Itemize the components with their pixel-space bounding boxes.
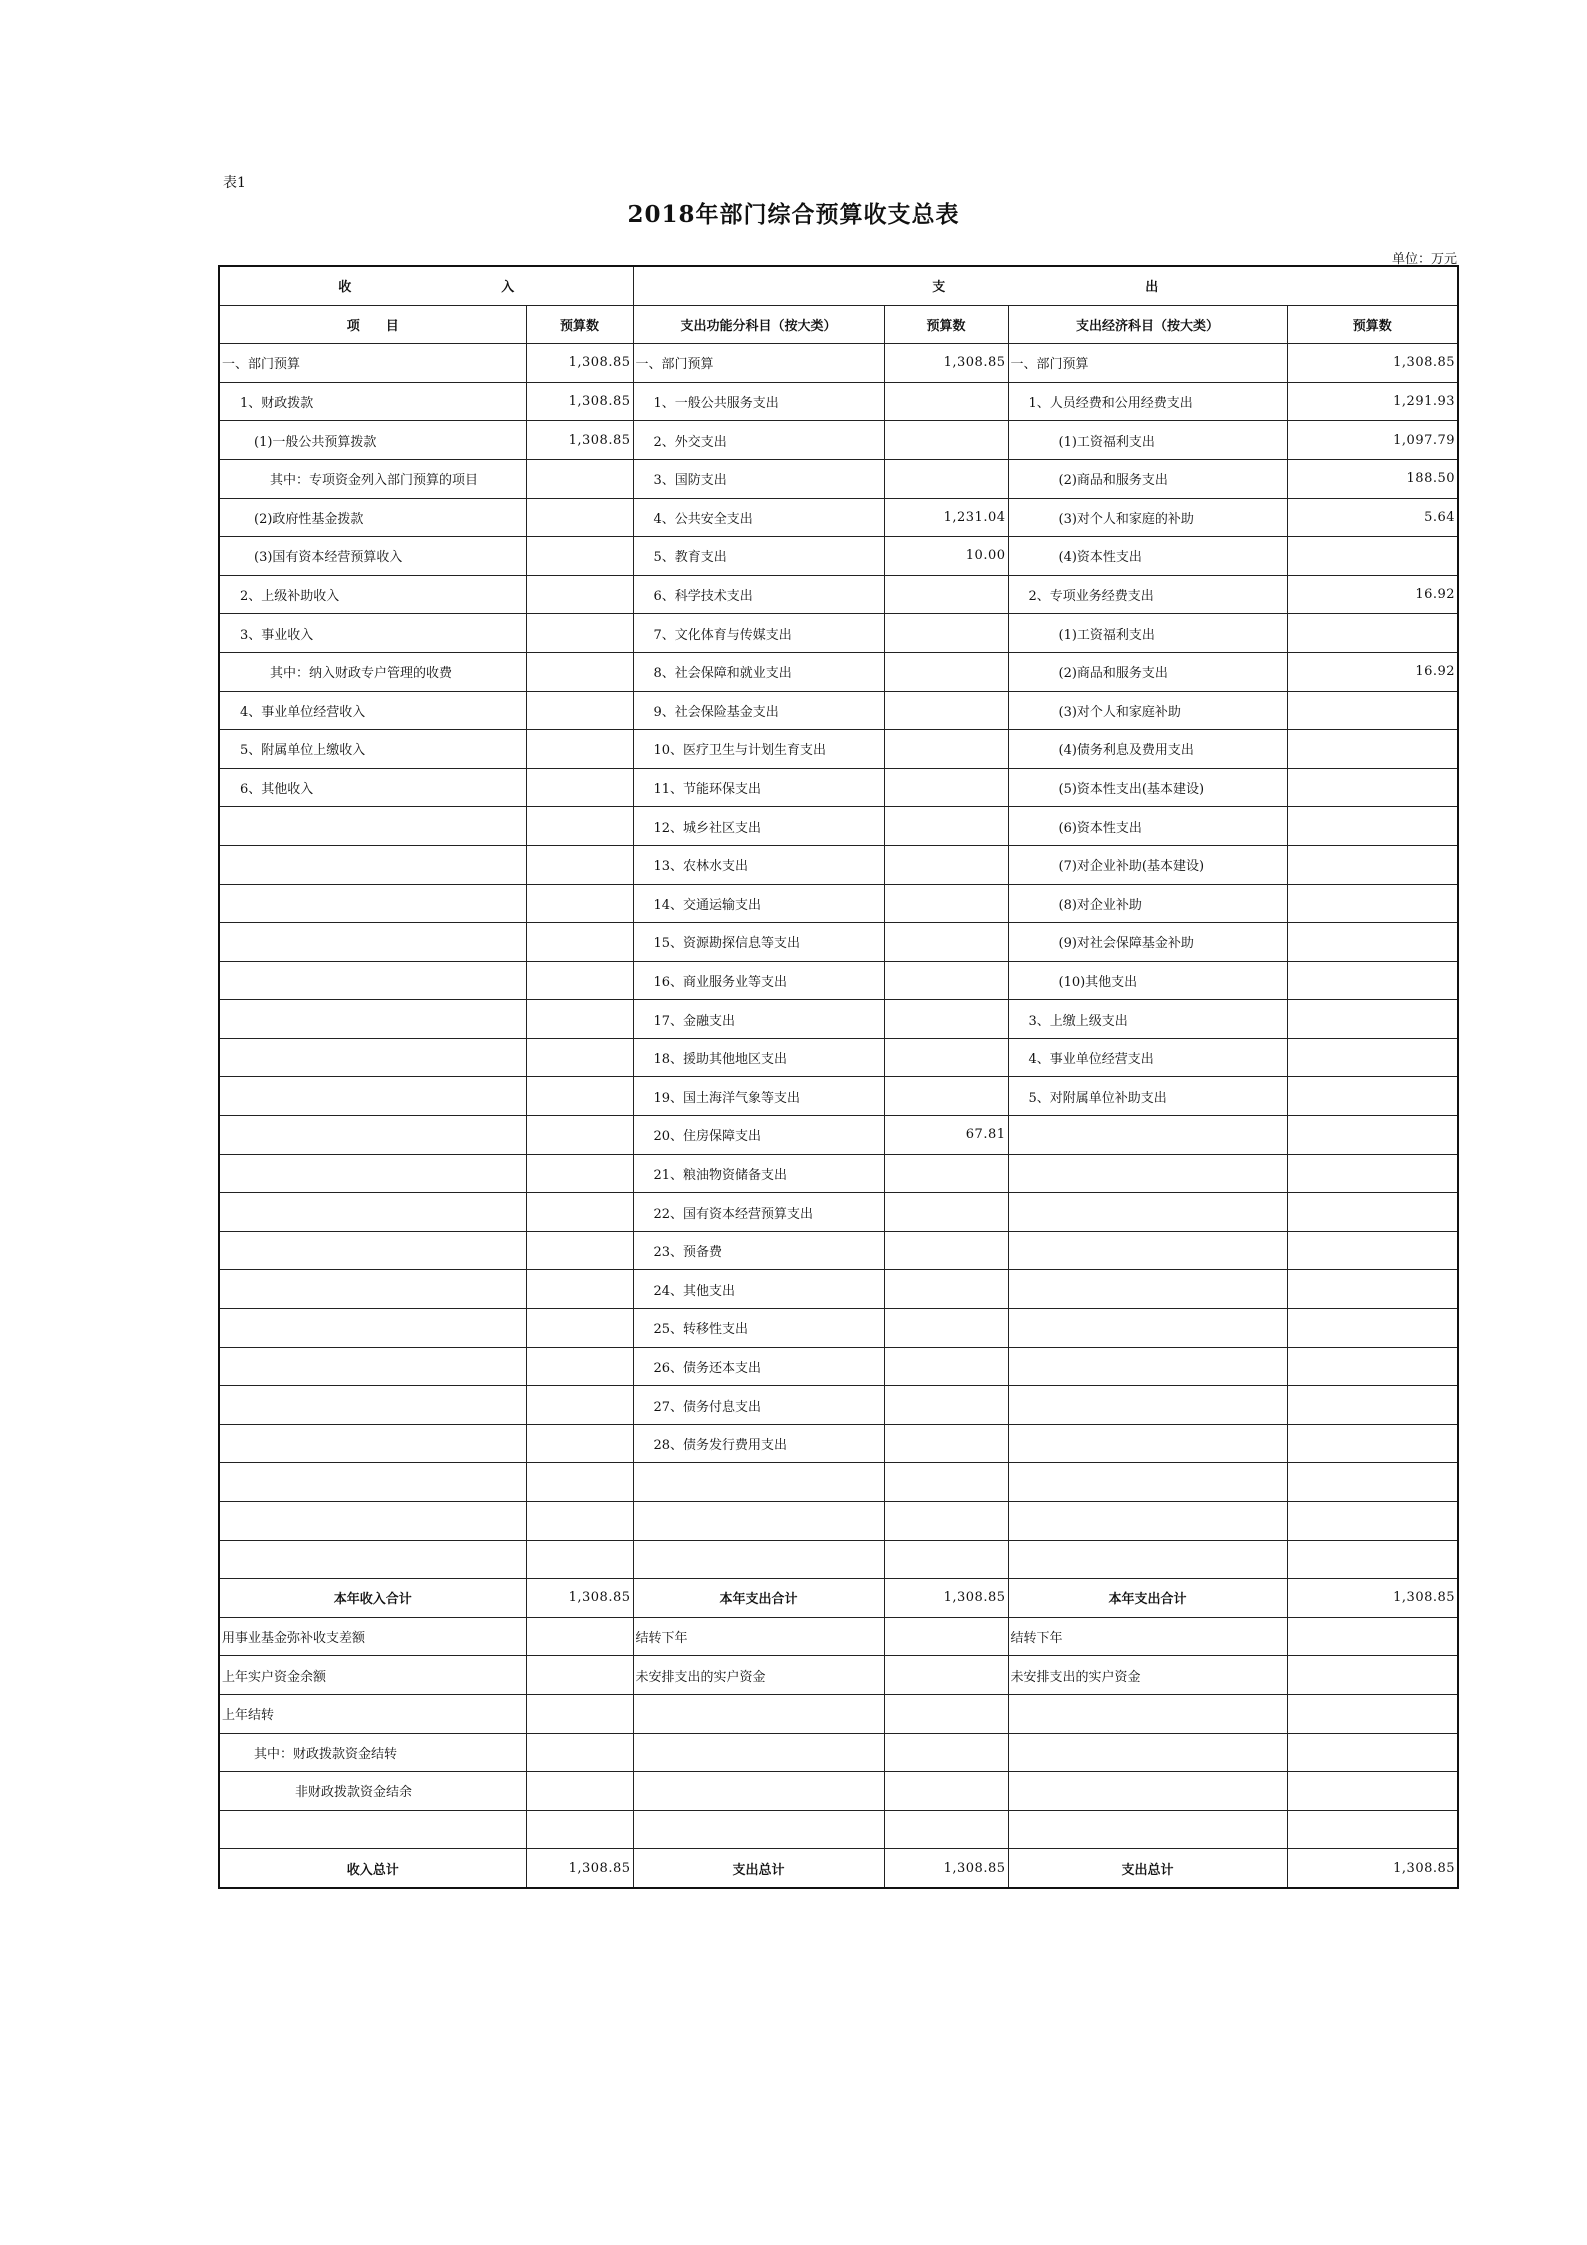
income-budget-cell xyxy=(526,807,633,846)
table-row xyxy=(219,1193,1458,1232)
table-row xyxy=(219,1386,1458,1425)
income-budget-cell xyxy=(526,923,633,962)
col-header-item: 项 目 xyxy=(219,305,526,344)
econ-budget-cell xyxy=(1287,1424,1458,1463)
income-budget-cell xyxy=(526,1231,633,1270)
func-item-cell: 9、社会保险基金支出 xyxy=(633,691,884,730)
econ-budget-cell: 16.92 xyxy=(1287,575,1458,614)
econ-item-cell xyxy=(1008,1270,1287,1309)
econ-item-cell xyxy=(1008,1116,1287,1155)
table-row xyxy=(219,537,1458,576)
table-row xyxy=(219,730,1458,769)
func-extra-cell xyxy=(633,1772,884,1811)
table-row xyxy=(219,1116,1458,1155)
income-item-cell: 2、上级补助收入 xyxy=(219,575,526,614)
header-row-columns xyxy=(219,305,1458,344)
income-extra-cell: 非财政拨款资金结余 xyxy=(219,1772,526,1811)
func-item-cell: 23、预备费 xyxy=(633,1231,884,1270)
income-item-cell xyxy=(219,1193,526,1232)
func-budget-cell xyxy=(884,1154,1008,1193)
func-item-cell: 一、部门预算 xyxy=(633,344,884,383)
func-item-cell xyxy=(633,1463,884,1502)
econ-item-cell: (4)资本性支出 xyxy=(1008,537,1287,576)
table-row xyxy=(219,1309,1458,1348)
income-item-cell: 4、事业单位经营收入 xyxy=(219,691,526,730)
func-item-cell: 15、资源勘探信息等支出 xyxy=(633,923,884,962)
table-row xyxy=(219,961,1458,1000)
income-budget-cell xyxy=(526,1502,633,1541)
table-row xyxy=(219,498,1458,537)
func-item-cell: 5、教育支出 xyxy=(633,537,884,576)
econ-item-cell: (6)资本性支出 xyxy=(1008,807,1287,846)
econ-extra-cell xyxy=(1008,1772,1287,1811)
func-total-value: 1,308.85 xyxy=(884,1579,1008,1618)
func-item-cell: 7、文化体育与传媒支出 xyxy=(633,614,884,653)
income-item-cell: 3、事业收入 xyxy=(219,614,526,653)
header-row-groups xyxy=(219,266,1458,305)
func-budget-cell xyxy=(884,459,1008,498)
income-item-cell: 5、附属单位上缴收入 xyxy=(219,730,526,769)
econ-item-cell: (4)债务利息及费用支出 xyxy=(1008,730,1287,769)
econ-item-cell: (5)资本性支出(基本建设) xyxy=(1008,768,1287,807)
econ-budget-cell xyxy=(1287,730,1458,769)
func-budget-cell xyxy=(884,1270,1008,1309)
econ-budget-cell xyxy=(1287,614,1458,653)
income-budget-cell xyxy=(526,1077,633,1116)
econ-budget-cell xyxy=(1287,537,1458,576)
func-budget-cell xyxy=(884,961,1008,1000)
income-extra-value xyxy=(526,1617,633,1656)
table-label: 表1 xyxy=(223,175,246,191)
table-row xyxy=(219,1694,1458,1733)
income-budget-cell xyxy=(526,652,633,691)
econ-budget-cell: 1,308.85 xyxy=(1287,344,1458,383)
func-budget-cell xyxy=(884,923,1008,962)
func-budget-cell: 10.00 xyxy=(884,537,1008,576)
income-item-cell: (1)一般公共预算拨款 xyxy=(219,421,526,460)
func-budget-cell xyxy=(884,845,1008,884)
income-budget-cell xyxy=(526,768,633,807)
page-title: 2018年部门综合预算收支总表 xyxy=(627,201,960,228)
econ-extra-cell xyxy=(1008,1733,1287,1772)
func-item-cell: 6、科学技术支出 xyxy=(633,575,884,614)
income-budget-cell xyxy=(526,884,633,923)
func-item-cell: 4、公共安全支出 xyxy=(633,498,884,537)
econ-item-cell: (10)其他支出 xyxy=(1008,961,1287,1000)
econ-grand-label: 支出总计 xyxy=(1008,1849,1287,1888)
func-item-cell: 2、外交支出 xyxy=(633,421,884,460)
func-item-cell xyxy=(633,1540,884,1579)
econ-item-cell: (3)对个人和家庭的补助 xyxy=(1008,498,1287,537)
budget-table xyxy=(218,265,1459,1889)
table-row xyxy=(219,652,1458,691)
func-extra-cell xyxy=(633,1810,884,1849)
income-extra-cell: 上年实户资金余额 xyxy=(219,1656,526,1695)
econ-extra-value xyxy=(1287,1694,1458,1733)
income-budget-cell xyxy=(526,691,633,730)
table-row xyxy=(219,382,1458,421)
func-budget-cell xyxy=(884,1309,1008,1348)
table-row xyxy=(219,1231,1458,1270)
income-extra-value xyxy=(526,1694,633,1733)
func-item-cell xyxy=(633,1502,884,1541)
func-item-cell: 13、农林水支出 xyxy=(633,845,884,884)
func-budget-cell xyxy=(884,575,1008,614)
func-grand-value: 1,308.85 xyxy=(884,1849,1008,1888)
income-extra-value xyxy=(526,1810,633,1849)
income-item-cell xyxy=(219,1270,526,1309)
econ-item-cell: 1、人员经费和公用经费支出 xyxy=(1008,382,1287,421)
econ-item-cell xyxy=(1008,1309,1287,1348)
econ-budget-cell xyxy=(1287,1270,1458,1309)
econ-budget-cell: 1,291.93 xyxy=(1287,382,1458,421)
income-item-cell: (2)政府性基金拨款 xyxy=(219,498,526,537)
econ-budget-cell xyxy=(1287,1347,1458,1386)
func-budget-cell: 1,231.04 xyxy=(884,498,1008,537)
econ-item-cell: (2)商品和服务支出 xyxy=(1008,652,1287,691)
func-extra-cell: 结转下年 xyxy=(633,1617,884,1656)
func-budget-cell xyxy=(884,1038,1008,1077)
table-row xyxy=(219,923,1458,962)
table-row xyxy=(219,1347,1458,1386)
table-row xyxy=(219,691,1458,730)
table-row xyxy=(219,1810,1458,1849)
func-item-cell: 10、医疗卫生与计划生育支出 xyxy=(633,730,884,769)
expense-header-a: 支 xyxy=(932,280,946,296)
table-row xyxy=(219,1463,1458,1502)
func-item-cell: 3、国防支出 xyxy=(633,459,884,498)
col-header-budget-income: 预算数 xyxy=(526,305,633,344)
col-header-budget-func: 预算数 xyxy=(884,305,1008,344)
func-budget-cell: 67.81 xyxy=(884,1116,1008,1155)
table-row xyxy=(219,421,1458,460)
econ-item-cell xyxy=(1008,1154,1287,1193)
income-budget-cell xyxy=(526,537,633,576)
income-grand-label: 收入总计 xyxy=(219,1849,526,1888)
income-item-cell: 一、部门预算 xyxy=(219,344,526,383)
table-row xyxy=(219,884,1458,923)
func-extra-cell xyxy=(633,1694,884,1733)
econ-budget-cell xyxy=(1287,1038,1458,1077)
econ-budget-cell: 5.64 xyxy=(1287,498,1458,537)
func-budget-cell: 1,308.85 xyxy=(884,344,1008,383)
income-header-a: 收 xyxy=(338,280,352,296)
income-budget-cell xyxy=(526,1347,633,1386)
econ-item-cell: (1)工资福利支出 xyxy=(1008,614,1287,653)
func-budget-cell xyxy=(884,691,1008,730)
econ-budget-cell xyxy=(1287,923,1458,962)
table-row xyxy=(219,845,1458,884)
income-item-cell xyxy=(219,1463,526,1502)
econ-budget-cell xyxy=(1287,1386,1458,1425)
func-budget-cell xyxy=(884,1193,1008,1232)
func-budget-cell xyxy=(884,1540,1008,1579)
func-budget-cell xyxy=(884,421,1008,460)
func-budget-cell xyxy=(884,1231,1008,1270)
econ-budget-cell xyxy=(1287,768,1458,807)
econ-budget-cell xyxy=(1287,1000,1458,1039)
col-header-econ: 支出经济科目（按大类） xyxy=(1008,305,1287,344)
econ-budget-cell: 1,097.79 xyxy=(1287,421,1458,460)
func-item-cell: 18、援助其他地区支出 xyxy=(633,1038,884,1077)
func-budget-cell xyxy=(884,382,1008,421)
econ-item-cell xyxy=(1008,1386,1287,1425)
income-total-label: 本年收入合计 xyxy=(219,1579,526,1618)
econ-extra-value xyxy=(1287,1772,1458,1811)
income-item-cell: 其中：专项资金列入部门预算的项目 xyxy=(219,459,526,498)
income-budget-cell xyxy=(526,1193,633,1232)
totals-row xyxy=(219,1579,1458,1618)
econ-item-cell: 2、专项业务经费支出 xyxy=(1008,575,1287,614)
income-item-cell xyxy=(219,845,526,884)
income-item-cell xyxy=(219,807,526,846)
income-item-cell xyxy=(219,1116,526,1155)
income-budget-cell: 1,308.85 xyxy=(526,421,633,460)
income-item-cell xyxy=(219,923,526,962)
econ-item-cell xyxy=(1008,1231,1287,1270)
econ-total-value: 1,308.85 xyxy=(1287,1579,1458,1618)
econ-item-cell: 3、上缴上级支出 xyxy=(1008,1000,1287,1039)
econ-extra-value xyxy=(1287,1810,1458,1849)
income-budget-cell xyxy=(526,614,633,653)
econ-budget-cell xyxy=(1287,1077,1458,1116)
table-row xyxy=(219,575,1458,614)
income-item-cell xyxy=(219,1502,526,1541)
income-extra-value xyxy=(526,1656,633,1695)
func-extra-value xyxy=(884,1733,1008,1772)
income-header-b: 入 xyxy=(501,280,515,296)
income-extra-cell: 其中：财政拨款资金结转 xyxy=(219,1733,526,1772)
table-row xyxy=(219,1000,1458,1039)
func-budget-cell xyxy=(884,1502,1008,1541)
econ-budget-cell xyxy=(1287,1502,1458,1541)
income-item-cell xyxy=(219,1154,526,1193)
table-row xyxy=(219,1038,1458,1077)
func-item-cell: 21、粮油物资储备支出 xyxy=(633,1154,884,1193)
econ-extra-value xyxy=(1287,1656,1458,1695)
func-extra-cell: 未安排支出的实户资金 xyxy=(633,1656,884,1695)
econ-item-cell xyxy=(1008,1193,1287,1232)
econ-grand-value: 1,308.85 xyxy=(1287,1849,1458,1888)
econ-item-cell: (3)对个人和家庭补助 xyxy=(1008,691,1287,730)
income-item-cell: 6、其他收入 xyxy=(219,768,526,807)
func-item-cell: 28、债务发行费用支出 xyxy=(633,1424,884,1463)
econ-budget-cell xyxy=(1287,1540,1458,1579)
func-extra-value xyxy=(884,1656,1008,1695)
econ-item-cell: (8)对企业补助 xyxy=(1008,884,1287,923)
func-item-cell: 24、其他支出 xyxy=(633,1270,884,1309)
income-budget-cell xyxy=(526,730,633,769)
econ-item-cell xyxy=(1008,1463,1287,1502)
income-item-cell xyxy=(219,884,526,923)
econ-budget-cell xyxy=(1287,884,1458,923)
func-budget-cell xyxy=(884,884,1008,923)
func-item-cell: 25、转移性支出 xyxy=(633,1309,884,1348)
func-extra-value xyxy=(884,1617,1008,1656)
func-item-cell: 14、交通运输支出 xyxy=(633,884,884,923)
func-item-cell: 19、国土海洋气象等支出 xyxy=(633,1077,884,1116)
econ-extra-cell xyxy=(1008,1810,1287,1849)
income-budget-cell xyxy=(526,575,633,614)
income-extra-value xyxy=(526,1733,633,1772)
econ-budget-cell xyxy=(1287,1309,1458,1348)
func-extra-value xyxy=(884,1694,1008,1733)
income-item-cell xyxy=(219,1077,526,1116)
func-total-label: 本年支出合计 xyxy=(633,1579,884,1618)
func-extra-value xyxy=(884,1810,1008,1849)
income-budget-cell xyxy=(526,1386,633,1425)
income-extra-cell: 用事业基金弥补收支差额 xyxy=(219,1617,526,1656)
func-budget-cell xyxy=(884,1077,1008,1116)
func-grand-label: 支出总计 xyxy=(633,1849,884,1888)
econ-item-cell: (1)工资福利支出 xyxy=(1008,421,1287,460)
income-item-cell xyxy=(219,1540,526,1579)
income-budget-cell xyxy=(526,1540,633,1579)
econ-item-cell xyxy=(1008,1347,1287,1386)
income-extra-cell xyxy=(219,1810,526,1849)
func-budget-cell xyxy=(884,652,1008,691)
income-item-cell xyxy=(219,1000,526,1039)
income-budget-cell xyxy=(526,1463,633,1502)
func-budget-cell xyxy=(884,614,1008,653)
table-row xyxy=(219,768,1458,807)
table-row xyxy=(219,1772,1458,1811)
expense-header-b: 出 xyxy=(1145,280,1159,296)
income-item-cell xyxy=(219,1347,526,1386)
income-budget-cell xyxy=(526,961,633,1000)
econ-item-cell xyxy=(1008,1424,1287,1463)
econ-item-cell: 5、对附属单位补助支出 xyxy=(1008,1077,1287,1116)
income-item-cell: 其中：纳入财政专户管理的收费 xyxy=(219,652,526,691)
econ-budget-cell xyxy=(1287,1154,1458,1193)
income-budget-cell xyxy=(526,498,633,537)
func-budget-cell xyxy=(884,1347,1008,1386)
econ-budget-cell xyxy=(1287,1116,1458,1155)
income-budget-cell xyxy=(526,1154,633,1193)
func-budget-cell xyxy=(884,1463,1008,1502)
unit-label: 单位：万元 xyxy=(1391,252,1457,267)
econ-budget-cell xyxy=(1287,807,1458,846)
econ-budget-cell xyxy=(1287,845,1458,884)
func-budget-cell xyxy=(884,807,1008,846)
table-row xyxy=(219,1077,1458,1116)
func-budget-cell xyxy=(884,1000,1008,1039)
income-extra-cell: 上年结转 xyxy=(219,1694,526,1733)
econ-extra-cell: 结转下年 xyxy=(1008,1617,1287,1656)
income-item-cell xyxy=(219,961,526,1000)
income-budget-cell xyxy=(526,459,633,498)
table-row xyxy=(219,344,1458,383)
econ-item-cell xyxy=(1008,1540,1287,1579)
table-row xyxy=(219,807,1458,846)
col-header-func: 支出功能分科目（按大类） xyxy=(633,305,884,344)
func-extra-value xyxy=(884,1772,1008,1811)
income-group-header xyxy=(219,266,633,305)
income-item-cell: 1、财政拨款 xyxy=(219,382,526,421)
econ-item-cell: (2)商品和服务支出 xyxy=(1008,459,1287,498)
func-item-cell: 27、债务付息支出 xyxy=(633,1386,884,1425)
income-extra-value xyxy=(526,1772,633,1811)
income-budget-cell xyxy=(526,1270,633,1309)
func-item-cell: 8、社会保障和就业支出 xyxy=(633,652,884,691)
func-item-cell: 22、国有资本经营预算支出 xyxy=(633,1193,884,1232)
econ-budget-cell: 188.50 xyxy=(1287,459,1458,498)
econ-budget-cell: 16.92 xyxy=(1287,652,1458,691)
func-item-cell: 26、债务还本支出 xyxy=(633,1347,884,1386)
func-item-cell: 1、一般公共服务支出 xyxy=(633,382,884,421)
econ-item-cell: 一、部门预算 xyxy=(1008,344,1287,383)
econ-extra-cell xyxy=(1008,1694,1287,1733)
table-row xyxy=(219,459,1458,498)
expense-group-header xyxy=(633,266,1458,305)
income-budget-cell xyxy=(526,845,633,884)
income-item-cell xyxy=(219,1309,526,1348)
func-budget-cell xyxy=(884,768,1008,807)
econ-item-cell: (7)对企业补助(基本建设) xyxy=(1008,845,1287,884)
func-item-cell: 11、节能环保支出 xyxy=(633,768,884,807)
func-budget-cell xyxy=(884,730,1008,769)
grand-total-row xyxy=(219,1849,1458,1888)
table-row xyxy=(219,1540,1458,1579)
func-item-cell: 12、城乡社区支出 xyxy=(633,807,884,846)
income-budget-cell xyxy=(526,1309,633,1348)
table-row xyxy=(219,1154,1458,1193)
econ-extra-cell: 未安排支出的实户资金 xyxy=(1008,1656,1287,1695)
income-total-value: 1,308.85 xyxy=(526,1579,633,1618)
econ-budget-cell xyxy=(1287,961,1458,1000)
econ-budget-cell xyxy=(1287,691,1458,730)
income-item-cell xyxy=(219,1386,526,1425)
income-budget-cell: 1,308.85 xyxy=(526,382,633,421)
table-row xyxy=(219,1424,1458,1463)
income-item-cell xyxy=(219,1038,526,1077)
econ-item-cell: (9)对社会保障基金补助 xyxy=(1008,923,1287,962)
econ-budget-cell xyxy=(1287,1193,1458,1232)
table-row xyxy=(219,1656,1458,1695)
table-row xyxy=(219,1617,1458,1656)
income-item-cell: (3)国有资本经营预算收入 xyxy=(219,537,526,576)
econ-budget-cell xyxy=(1287,1463,1458,1502)
func-item-cell: 20、住房保障支出 xyxy=(633,1116,884,1155)
econ-item-cell xyxy=(1008,1502,1287,1541)
income-grand-value: 1,308.85 xyxy=(526,1849,633,1888)
col-header-budget-econ: 预算数 xyxy=(1287,305,1458,344)
econ-total-label: 本年支出合计 xyxy=(1008,1579,1287,1618)
income-budget-cell xyxy=(526,1424,633,1463)
func-budget-cell xyxy=(884,1424,1008,1463)
table-row xyxy=(219,614,1458,653)
econ-extra-value xyxy=(1287,1733,1458,1772)
func-item-cell: 16、商业服务业等支出 xyxy=(633,961,884,1000)
func-budget-cell xyxy=(884,1386,1008,1425)
income-budget-cell xyxy=(526,1000,633,1039)
econ-item-cell: 4、事业单位经营支出 xyxy=(1008,1038,1287,1077)
income-budget-cell xyxy=(526,1038,633,1077)
func-extra-cell xyxy=(633,1733,884,1772)
econ-extra-value xyxy=(1287,1617,1458,1656)
income-budget-cell: 1,308.85 xyxy=(526,344,633,383)
table-row xyxy=(219,1733,1458,1772)
income-budget-cell xyxy=(526,1116,633,1155)
func-item-cell: 17、金融支出 xyxy=(633,1000,884,1039)
econ-budget-cell xyxy=(1287,1231,1458,1270)
income-item-cell xyxy=(219,1424,526,1463)
income-item-cell xyxy=(219,1231,526,1270)
table-row xyxy=(219,1270,1458,1309)
table-row xyxy=(219,1502,1458,1541)
